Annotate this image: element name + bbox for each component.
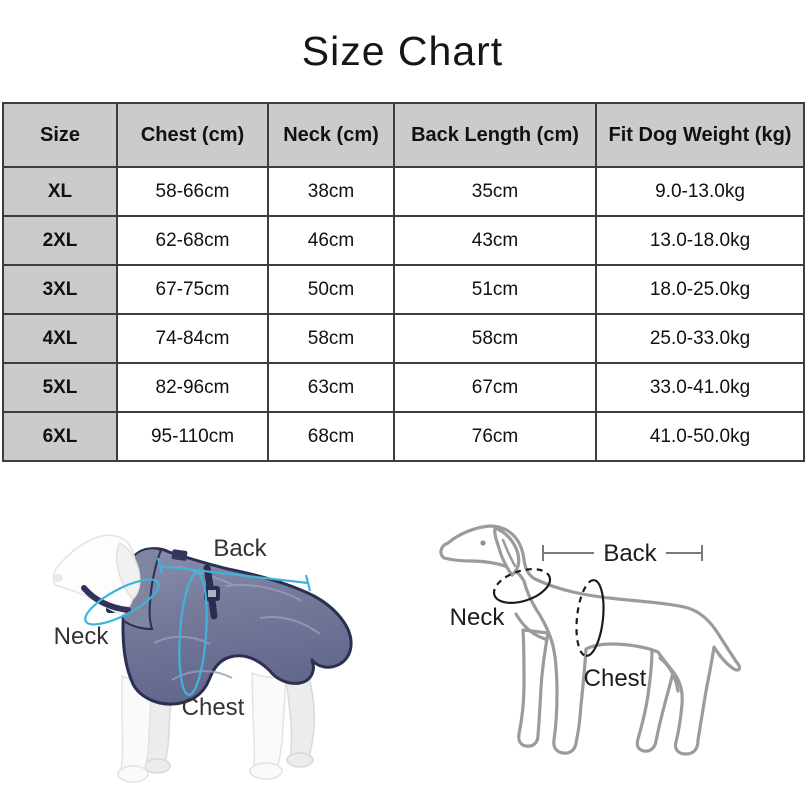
dog-eye xyxy=(480,540,485,545)
size-value: 6XL xyxy=(3,412,117,461)
coat-tab xyxy=(171,549,187,561)
back-label: Back xyxy=(603,540,657,567)
table-row xyxy=(3,265,804,314)
weight-value: 9.0-13.0kg xyxy=(596,167,804,216)
chest-value: 67-75cm xyxy=(117,265,268,314)
size-value: 2XL xyxy=(3,216,117,265)
back-length-value: 35cm xyxy=(394,167,596,216)
back-label: Back xyxy=(213,535,267,562)
size-value: XL xyxy=(3,167,117,216)
col-header-back-length: Back Length (cm) xyxy=(394,103,596,167)
chest-value: 95-110cm xyxy=(117,412,268,461)
weight-value: 18.0-25.0kg xyxy=(596,265,804,314)
back-length-value: 43cm xyxy=(394,216,596,265)
back-length-value: 58cm xyxy=(394,314,596,363)
neck-value: 38cm xyxy=(268,167,394,216)
chest-value: 74-84cm xyxy=(117,314,268,363)
dog-coat xyxy=(106,548,351,704)
weight-value: 41.0-50.0kg xyxy=(596,412,804,461)
chest-value: 82-96cm xyxy=(117,363,268,412)
col-header-weight: Fit Dog Weight (kg) xyxy=(596,103,804,167)
table-row xyxy=(3,363,804,412)
table-row xyxy=(3,314,804,363)
table-row xyxy=(3,412,804,461)
col-header-neck: Neck (cm) xyxy=(268,103,394,167)
weight-value: 25.0-33.0kg xyxy=(596,314,804,363)
col-header-chest: Chest (cm) xyxy=(117,103,268,167)
chest-value: 58-66cm xyxy=(117,167,268,216)
weight-value: 33.0-41.0kg xyxy=(596,363,804,412)
neck-label: Neck xyxy=(53,623,109,650)
size-value: 4XL xyxy=(3,314,117,363)
table-header-row xyxy=(3,103,804,167)
table-row xyxy=(3,167,804,216)
col-header-size: Size xyxy=(3,103,117,167)
chest-label: Chest xyxy=(583,665,647,692)
page-title: Size Chart xyxy=(301,28,504,74)
coat-dog-illustration xyxy=(20,488,380,800)
weight-value: 13.0-18.0kg xyxy=(596,216,804,265)
back-length-value: 67cm xyxy=(394,363,596,412)
neck-value: 68cm xyxy=(268,412,394,461)
back-length-value: 76cm xyxy=(394,412,596,461)
chest-value: 62-68cm xyxy=(117,216,268,265)
back-length-value: 51cm xyxy=(394,265,596,314)
size-value: 3XL xyxy=(3,265,117,314)
size-value: 5XL xyxy=(3,363,117,412)
neck-value: 50cm xyxy=(268,265,394,314)
lineart-dog xyxy=(441,526,739,754)
size-table xyxy=(2,102,805,462)
neck-value: 58cm xyxy=(268,314,394,363)
lineart-dog-illustration xyxy=(420,498,805,800)
table-row xyxy=(3,216,804,265)
neck-value: 63cm xyxy=(268,363,394,412)
chest-label: Chest xyxy=(181,694,245,721)
neck-value: 46cm xyxy=(268,216,394,265)
neck-label: Neck xyxy=(449,604,505,631)
dog-nose xyxy=(53,574,63,582)
